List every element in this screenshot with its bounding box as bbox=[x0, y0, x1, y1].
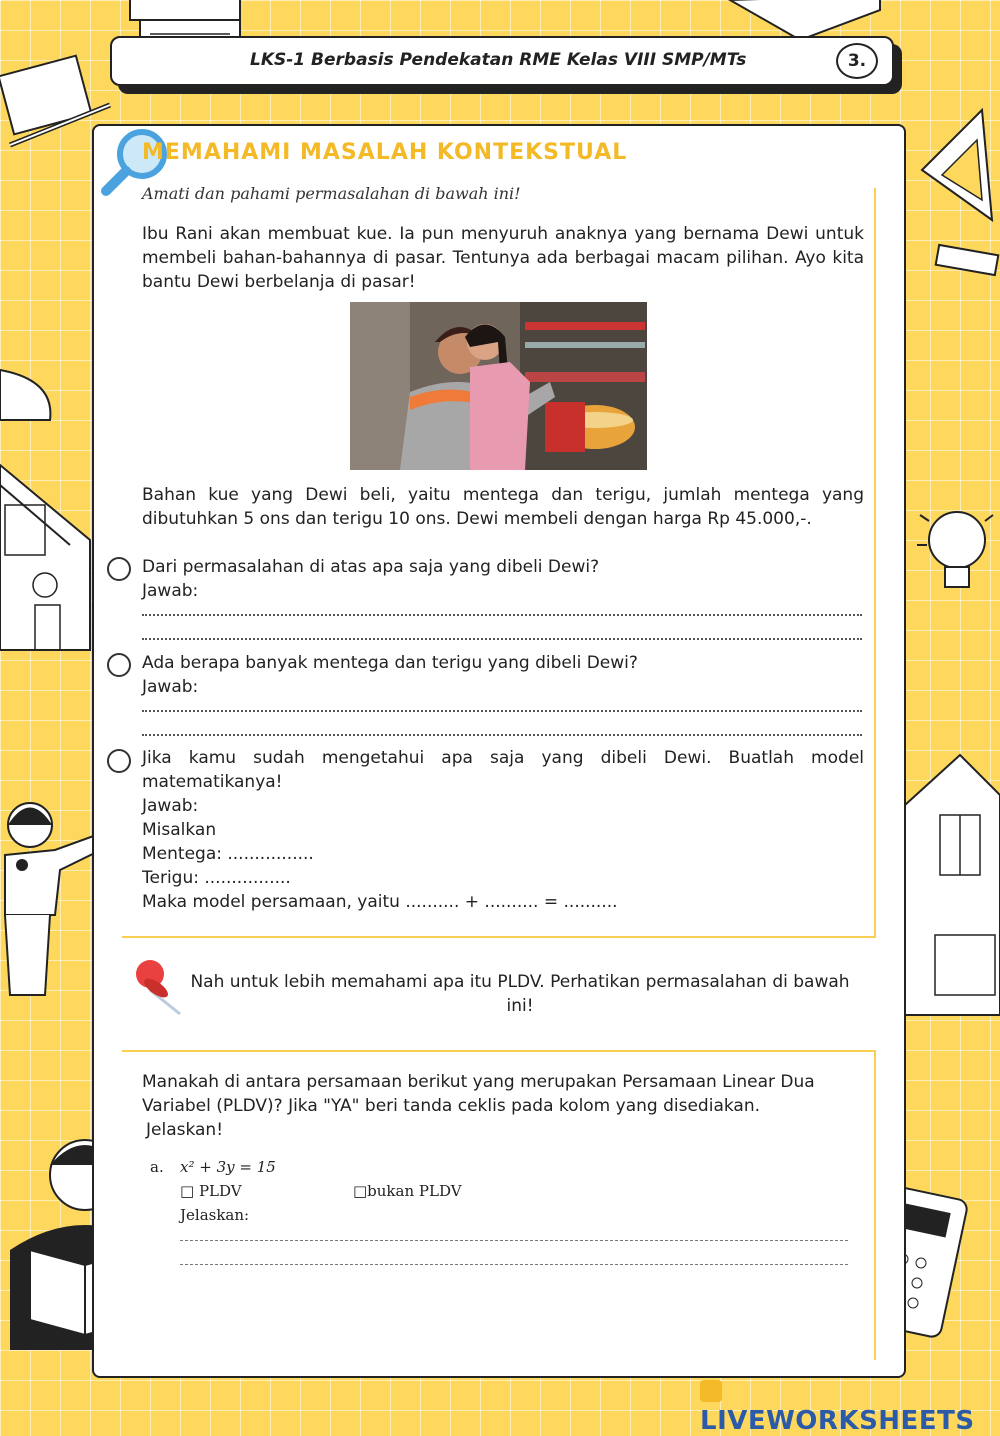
pldv-option-yes[interactable]: □ PLDV bbox=[180, 1182, 242, 1200]
let-label: Misalkan bbox=[142, 820, 217, 840]
question-1-text: Dari permasalahan di atas apa saja yang dibeli Dewi? bbox=[142, 557, 600, 577]
answer-line[interactable] bbox=[142, 734, 862, 736]
answer-label: Jawab: bbox=[142, 796, 199, 816]
answer-line[interactable] bbox=[142, 614, 862, 616]
mentega-line[interactable]: Mentega: ................ bbox=[142, 844, 314, 864]
protractor-doodle bbox=[0, 360, 60, 440]
accent-line bbox=[874, 1050, 876, 1360]
brand-logo-icon bbox=[700, 1380, 722, 1402]
answer-line[interactable] bbox=[142, 710, 862, 712]
footer-brand-text: LIVEWORKSHEETS bbox=[700, 1406, 975, 1436]
section-subtitle: Amati dan pahami permasalahan di bawah ini! bbox=[142, 184, 521, 203]
accent-line bbox=[122, 1050, 876, 1052]
lightbulb-doodle bbox=[915, 495, 1000, 605]
accent-line bbox=[874, 188, 876, 936]
page-number: 3. bbox=[836, 43, 878, 79]
answer-checkbox[interactable] bbox=[107, 557, 131, 581]
footer-brand bbox=[700, 1376, 1000, 1436]
market-photo bbox=[350, 302, 647, 470]
explain-answer-line[interactable] bbox=[180, 1240, 848, 1241]
pldv-prompt-explain: Jelaskan! bbox=[146, 1120, 224, 1140]
terigu-line[interactable]: Terigu: ................ bbox=[142, 868, 291, 888]
pldv-prompt bbox=[142, 1070, 864, 1142]
pushpin-icon bbox=[130, 952, 186, 1018]
answer-label: Jawab: bbox=[142, 581, 199, 601]
pldv-prompt-text: Manakah di antara persamaan berikut yang merupakan Persamaan Linear Dua Variabel (PLDV)? Jika "YA" beri tanda ceklis pada kolom yang disediakan. bbox=[142, 1072, 815, 1116]
house-doodle-right bbox=[905, 755, 1000, 1015]
pin-note: Nah untuk lebih memahami apa itu PLDV. Perhatikan permasalahan di bawah ini! bbox=[190, 972, 850, 1016]
explain-answer-line[interactable] bbox=[180, 1264, 848, 1265]
question-2-text: Ada berapa banyak mentega dan terigu yang dibeli Dewi? bbox=[142, 653, 638, 673]
set-square-doodle bbox=[912, 100, 1000, 300]
pldv-item-letter: a. bbox=[150, 1158, 164, 1176]
pldv-explain-label: Jelaskan: bbox=[180, 1206, 250, 1224]
header-title: LKS-1 Berbasis Pendekatan RME Kelas VIII SMP/MTs bbox=[250, 50, 747, 70]
answer-checkbox[interactable] bbox=[107, 749, 131, 773]
story-intro: Ibu Rani akan membuat kue. Ia pun menyuruh anaknya yang bernama Dewi untuk membeli bahan-bahannya di pasar. Tentunya ada berbagai macam pilihan. Ayo kita bantu Dewi berbelanja di pasar! bbox=[142, 224, 864, 292]
pldv-equation: x² + 3y = 15 bbox=[180, 1158, 276, 1176]
answer-label: Jawab: bbox=[142, 677, 199, 697]
house-doodle-left bbox=[0, 465, 95, 650]
model-line[interactable]: Maka model persamaan, yaitu .......... + .......... = .......... bbox=[142, 892, 618, 912]
section-title: MEMAHAMI MASALAH KONTEKSTUAL bbox=[142, 140, 628, 165]
question-3-text: Jika kamu sudah mengetahui apa saja yang dibeli Dewi. Buatlah model matematikanya! bbox=[142, 748, 864, 792]
story-details: Bahan kue yang Dewi beli, yaitu mentega dan terigu, jumlah mentega yang dibutuhkan 5 ons dan terigu 10 ons. Dewi membeli dengan harga Rp 45.000,-. bbox=[142, 485, 864, 529]
pldv-option-no[interactable]: □bukan PLDV bbox=[353, 1182, 462, 1200]
answer-checkbox[interactable] bbox=[107, 653, 131, 677]
answer-line[interactable] bbox=[142, 638, 862, 640]
accent-line bbox=[122, 936, 876, 938]
